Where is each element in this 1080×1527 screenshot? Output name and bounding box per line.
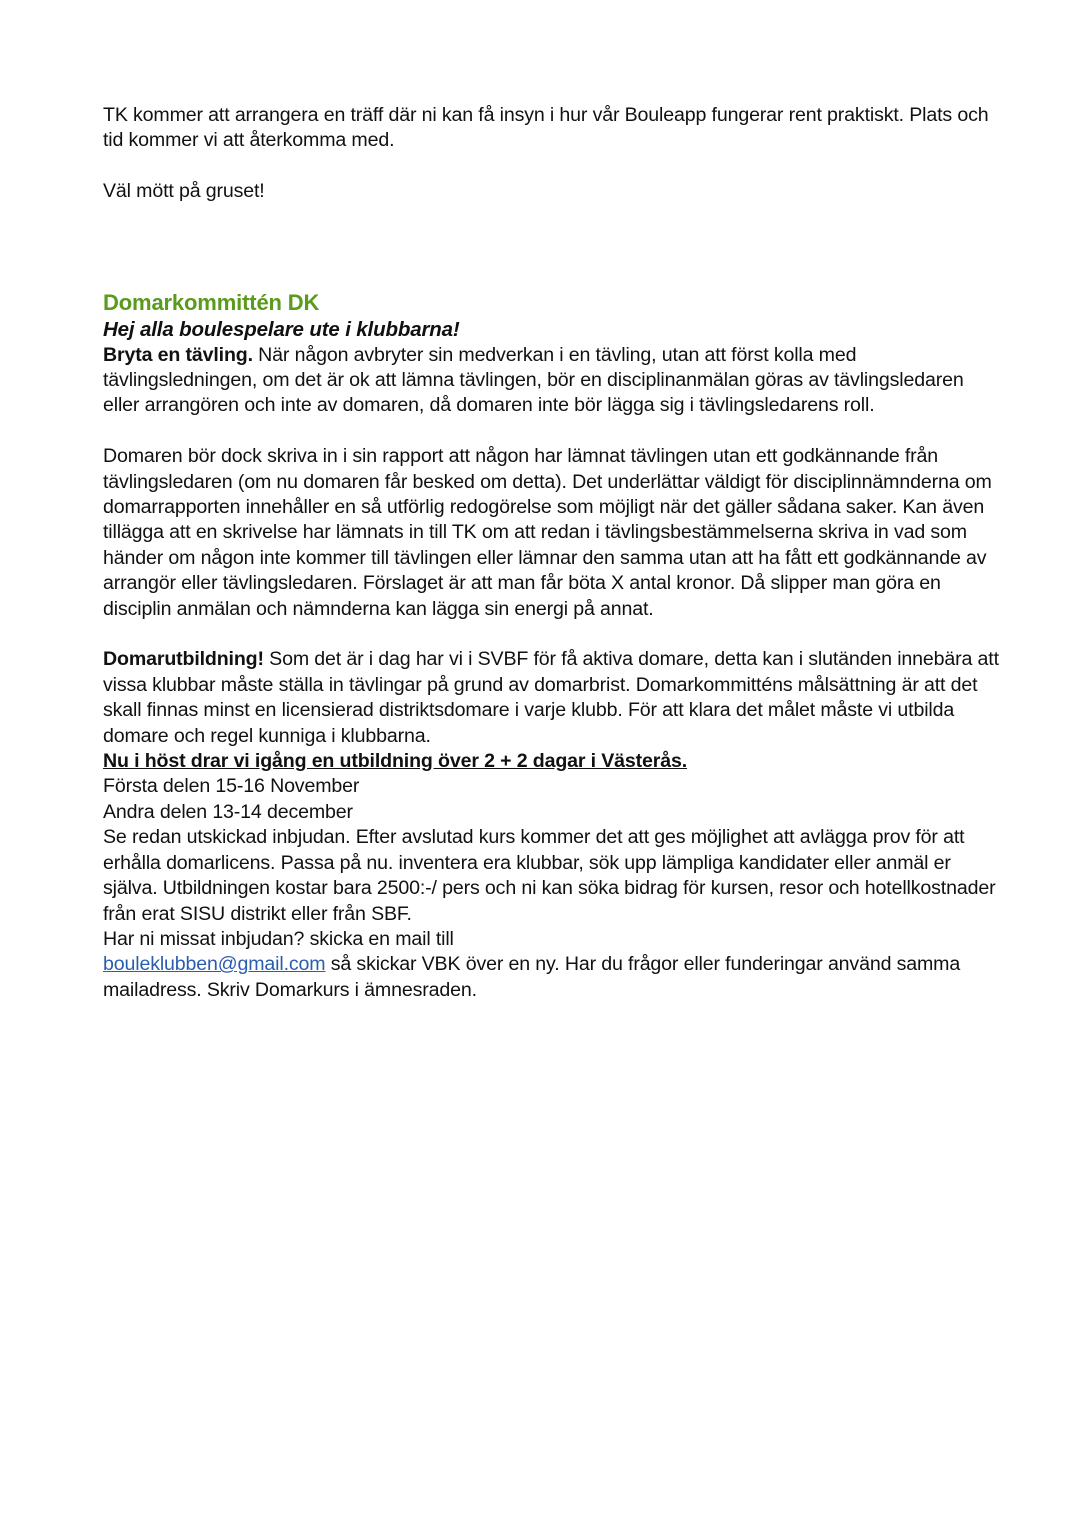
domaren-paragraph: Domaren bör dock skriva in i sin rapport att någon har lämnat tävlingen utan ett godkännande från tävlingsledaren (om nu domaren får besked om detta). Det underlättar väldigt för disciplinnämnderna om domarrapporten innehåller en så utförlig redogörelse som möjligt när det gäller sådana saker. Kan även tillägga att en skrivelse har lämnats in till TK om att redan i tävlingsbestämmelserna skriva in vad som händer om någon inte kommer till tävlingen eller lämnar den samma utan att ha fått ett godkännande av arrangör eller tävlingsledaren. Förslaget är att man får böta X antal kronor. Då slipper man göra en disciplin anmälan och nämnderna kan lägga sin energi på annat. xyxy=(103,445,992,620)
invitation-paragraph: Se redan utskickad inbjudan. Efter avslutad kurs kommer det att ges möjlighet att avlägga prov för att erhålla domarlicens. Passa på nu. inventera era klubbar, sök upp lämpliga kandidater eller anmäl er själva. Utbildningen kostar bara 2500:-/ pers och ni kan söka bidrag för kursen, resor och hotellkostnader från erat SISU distrikt eller från SBF. xyxy=(103,826,996,925)
document-page xyxy=(103,103,1003,1003)
bryta-paragraph xyxy=(103,343,1003,419)
bryta-lead: Bryta en tävling. xyxy=(103,343,253,366)
contact-text: så skickar VBK över en ny. Har du frågor eller funderingar använd samma mailadress. Skriv Domarkurs i ämnesraden. xyxy=(103,953,961,1001)
course-part-1: Första delen 15-16 November xyxy=(103,775,360,798)
section-domarkommitten xyxy=(103,289,1003,1004)
greeting-paragraph: Väl mött på gruset! xyxy=(103,180,265,203)
utbildning-lead: Domarutbildning! xyxy=(103,648,264,671)
section-subheading: Hej alla boulespelare ute i klubbarna! xyxy=(103,317,460,341)
course-part-2: Andra delen 13-14 december xyxy=(103,800,353,823)
section-heading: Domarkommittén DK xyxy=(103,289,320,315)
intro-paragraph: TK kommer att arrangera en träff där ni kan få insyn i hur vår Bouleapp fungerar rent praktiskt. Plats och tid kommer vi att återkomma med. xyxy=(103,104,989,152)
utbildning-paragraph xyxy=(103,647,1003,749)
contact-paragraph xyxy=(103,952,1003,1003)
spacer xyxy=(103,205,1003,289)
spacer xyxy=(103,419,1003,444)
bryta-text: När någon avbryter sin medverkan i en tävling, utan att först kolla med tävlingsledningen, om det är ok att lämna tävlingen, bör en disciplinanmälan göras av tävlingsledaren eller arrangören och inte av domaren, då domaren inte bör lägga sig i tävlingsledarens roll. xyxy=(103,343,964,417)
missed-invitation-text: Har ni missat inbjudan? skicka en mail till xyxy=(103,927,454,950)
email-link[interactable]: bouleklubben@gmail.com xyxy=(103,953,326,976)
spacer xyxy=(103,622,1003,647)
spacer xyxy=(103,154,1003,179)
announcement: Nu i höst drar vi igång en utbildning över 2 + 2 dagar i Västerås. xyxy=(103,750,688,773)
utbildning-text: Som det är i dag har vi i SVBF för få aktiva domare, detta kan i slutänden innebära att vissa klubbar måste ställa in tävlingar på grund av domarbrist. Domarkommitténs målsättning är att det skall finnas minst en licensierad distriktsdomare i varje klubb. För att klara det målet måste vi utbilda domare och regel kunniga i klubbarna. xyxy=(103,648,999,747)
